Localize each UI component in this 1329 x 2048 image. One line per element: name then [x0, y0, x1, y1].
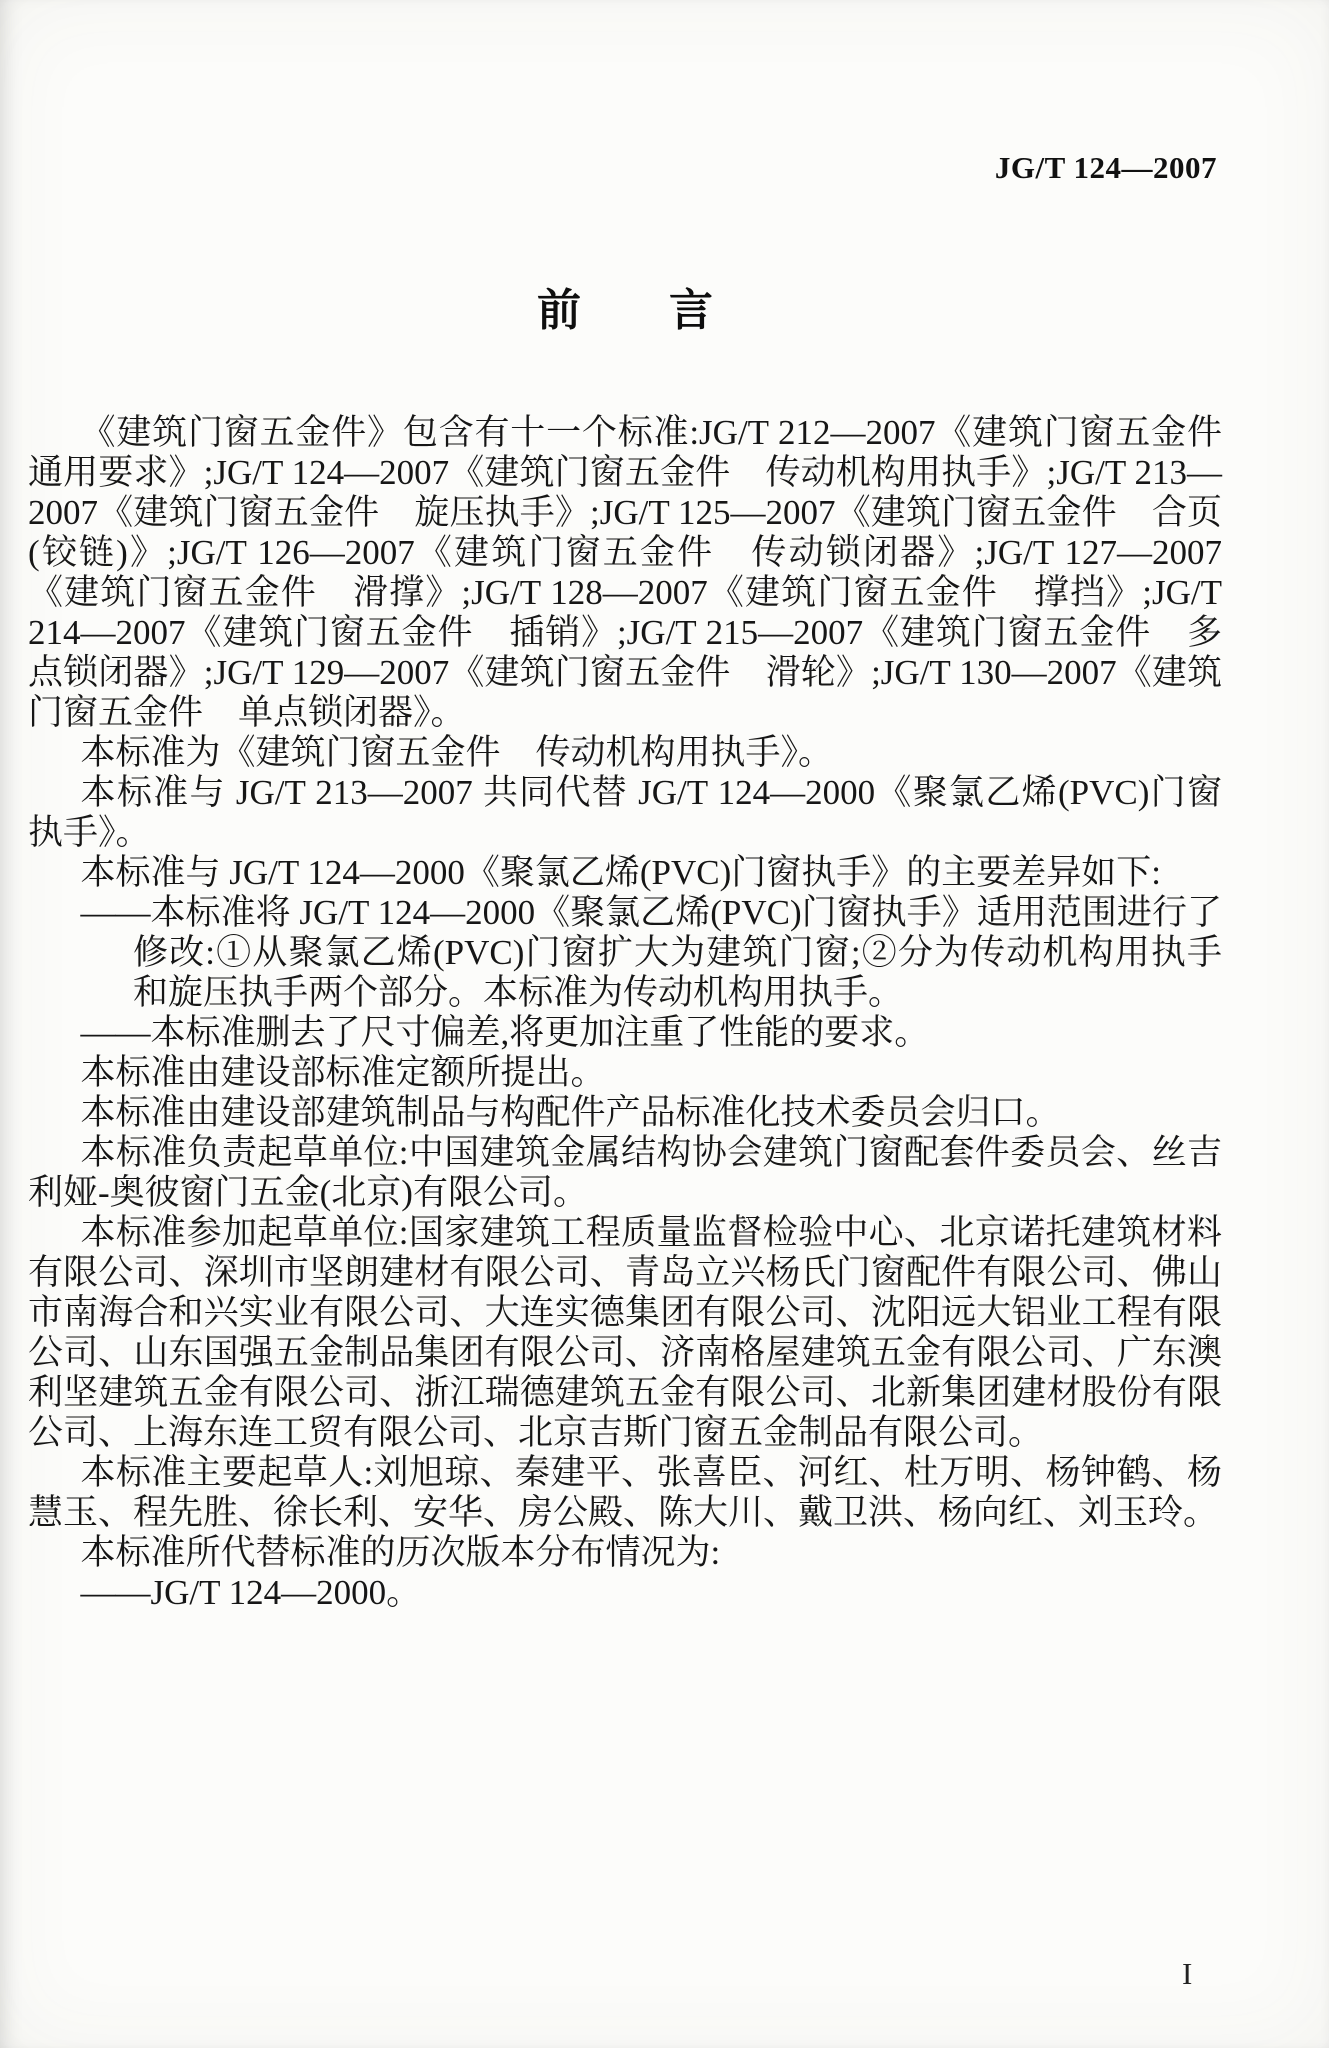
foreword-paragraph: 本标准所代替标准的历次版本分布情况为: — [80, 1533, 721, 1572]
foreword-paragraph: 本标准主要起草人:刘旭琼、秦建平、张喜臣、河红、杜万明、杨钟鹤、杨慧玉、程先胜、徐长利、安华、房公殿、陈大川、戴卫洪、杨向红、刘玉玲。 — [28, 1453, 1222, 1532]
foreword-paragraph: 本标准负责起草单位:中国建筑金属结构协会建筑门窗配套件委员会、丝吉利娅-奥彼窗门五金(北京)有限公司。 — [28, 1133, 1222, 1212]
foreword-paragraph: 本标准由建设部建筑制品与构配件产品标准化技术委员会归口。 — [80, 1093, 1061, 1132]
foreword-dash-item: ——本标准删去了尺寸偏差,将更加注重了性能的要求。 — [80, 1013, 930, 1052]
foreword-paragraph: 本标准与 JG/T 213—2007 共同代替 JG/T 124—2000《聚氯乙烯(PVC)门窗执手》。 — [28, 773, 1222, 852]
foreword-dash-item: ——JG/T 124—2000。 — [80, 1573, 422, 1612]
foreword-paragraph: 本标准由建设部标准定额所提出。 — [80, 1053, 606, 1092]
foreword-title: 前 言 — [537, 286, 713, 335]
foreword-body — [28, 413, 1258, 1613]
foreword-paragraph: 本标准与 JG/T 124—2000《聚氯乙烯(PVC)门窗执手》的主要差异如下: — [80, 853, 1161, 892]
page-number: I — [1182, 1956, 1193, 1991]
foreword-paragraph: 《建筑门窗五金件》包含有十一个标准:JG/T 212—2007《建筑门窗五金件 通用要求》;JG/T 124—2007《建筑门窗五金件 传动机构用执手》;JG/T 213—2007《建筑门窗五金件 旋压执手》;JG/T 125—2007《建筑门窗五金件 合页(铰链)》;JG/T 126—2007《建筑门窗五金件 传动锁闭器》;JG/T 127—2007《建筑门窗五金件 滑撑》;JG/T 128—2007《建筑门窗五金件 撑挡》;JG/T 214—2007《建筑门窗五金件 插销》;JG/T 215—2007《建筑门窗五金件 多点锁闭器》;JG/T 129—2007《建筑门窗五金件 滑轮》;JG/T 130—2007《建筑门窗五金件 单点锁闭器》。 — [28, 413, 1258, 732]
standard-code: JG/T 124—2007 — [994, 150, 1217, 185]
foreword-paragraph: 本标准参加起草单位:国家建筑工程质量监督检验中心、北京诺托建筑材料有限公司、深圳市坚朗建材有限公司、青岛立兴杨氏门窗配件有限公司、佛山市南海合和兴实业有限公司、大连实德集团有限公司、沈阳远大铝业工程有限公司、山东国强五金制品集团有限公司、济南格屋建筑五金有限公司、广东澳利坚建筑五金有限公司、浙江瑞德建筑五金有限公司、北新集团建材股份有限公司、上海东连工贸有限公司、北京吉斯门窗五金制品有限公司。 — [28, 1213, 1222, 1452]
foreword-dash-item: ——本标准将 JG/T 124—2000《聚氯乙烯(PVC)门窗执手》适用范围进行了修改:①从聚氯乙烯(PVC)门窗扩大为建筑门窗;②分为传动机构用执手和旋压执手两个部分。本标准为传动机构用执手。 — [80, 893, 1222, 1012]
foreword-paragraph: 本标准为《建筑门窗五金件 传动机构用执手》。 — [80, 733, 834, 772]
